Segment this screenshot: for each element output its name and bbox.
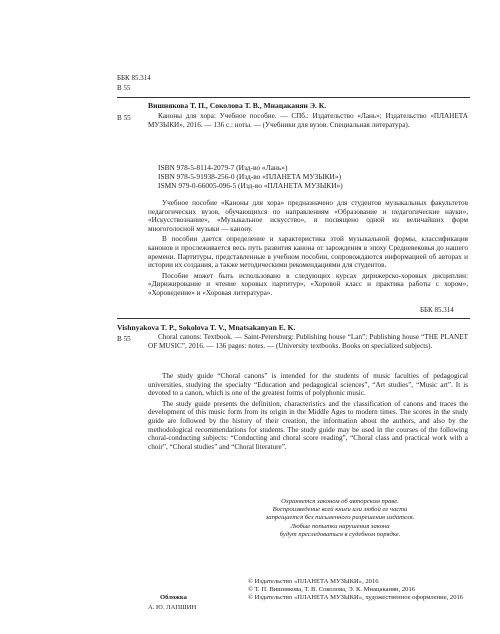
en-code: В 55 [117,335,131,343]
separator-middle [117,318,470,319]
separator-top [117,97,470,98]
cover-label: Обложка [160,594,187,601]
rights-notice [240,498,440,539]
rights-line: Воспроизведение всей книги или любой ее части [272,506,408,514]
ru-authors: Вишнякова Т. П., Соколова Т. В., Мнацаканян Э. К. [148,101,327,110]
ru-title-line: Каноны для хора: Учебное пособие. — СПб.: Издательство «Лань»; Издательство «ПЛАНЕТА МУЗЫКИ», 2016. — 136 с.: ноты. — (Учебники для вузов. Специальная литература). [148,112,468,129]
copyright-line: © Издательство «ПЛАНЕТА МУЗЫКИ», художественное оформление, 2016 [248,594,464,602]
isbn-line: ISMN 979-0-66005-096-5 (Изд-во «ПЛАНЕТА МУЗЫКИ») [158,181,343,190]
header-code: В 55 [117,84,131,92]
isbn-line: ISBN 978-5-8114-2079-7 (Изд-во «Лань») [158,163,288,172]
copyright-line: © Т. П. Вишнякова, Т. В. Соколова, Э. К. Мнацаканян, 2016 [248,586,416,594]
rights-line: Любые попытки нарушения закона [290,522,390,530]
ru-code: В 55 [117,114,131,122]
ru-paragraph: Учебное пособие «Каноны для хора» предназначено для студентов музыкальных факультетов педагогических вузов, обучающихся по направлениям «Образование и педагогические науки», «Искусствознание», «Музыкальное искусство», и посвящено одной из величайших форм многоголосной музыки — канону. [148,199,468,234]
ru-paragraph: Пособие может быть использовано в следующих курсах дирижерско-хоровых дисциплин: «Дирижирование и чтение хоровых партитур», «Хоровой класс и практика работы с хором», «Хороведение» и «Хоровая литература». [148,271,468,298]
rights-line: будут преследоваться в судебном порядке. [279,530,401,538]
en-paragraph: The study guide “Choral canons” is intended for the students of music faculties of pedagogical universities, studying the specialty “Education and pedagogical sciences”, “Art studies”, “Music art”. It is devoted to a canon, which is one of the greatest forms of polyphonic music. [148,372,468,398]
cover-name: А. Ю. ЛАПШИН [148,604,197,611]
rights-line: запрещается без письменного разрешения издателя. [265,514,415,522]
ru-annotation [148,199,468,299]
en-authors: Vishnyakova T. P., Sokolova T. V., Mnatsakanyan E. K. [117,323,296,332]
en-annotation [148,372,468,453]
copyright-block [248,578,473,603]
copyright-line: © Издательство «ПЛАНЕТА МУЗЫКИ», 2016 [248,578,379,585]
en-paragraph: The study guide presents the definition, characteristics and the classification of canons and traces the development of this music form from its origin in the Middle Ages to modern times. The scores in the study guide are followed by the history of their creation, the information about the authors, and also by the methodological recommendations for students. The study guide may be used in the courses of the following choral-conducting subjects: “Conducting and choral score reading”, “Choral class and practical work with a choir”, “Choral studies” and “Choral literature”. [148,399,468,452]
rights-line: Охраняется законом об авторском праве. [281,498,399,505]
isbn-line: ISBN 978-5-91938-256-0 (Изд-во «ПЛАНЕТА МУЗЫКИ») [158,172,342,181]
en-title-line: Choral canons: Textbook. — Saint-Petersburg: Publishing house “Lan”; Publishing house “THE PLANET OF MUSIC”, 2016. — 136 pages: notes. — (University textbooks. Books on specialized subjects). [148,333,468,350]
ru-isbn-list [158,163,468,190]
ru-paragraph: В пособии дается определение и характеристика этой музыкальной формы, классификация канонов и прослеживается весь путь развития канона от зарождения в эпоху Средневековья до нашего времени. Партитуры, представленные в учебном пособии, сопровождаются информацией об авторах и истории их создания, а также методическими рекомендациями для студентов. [148,235,468,270]
ru-bbk: ББК 85.314 [420,306,454,314]
header-bbk: ББК 85.314 [117,74,151,82]
